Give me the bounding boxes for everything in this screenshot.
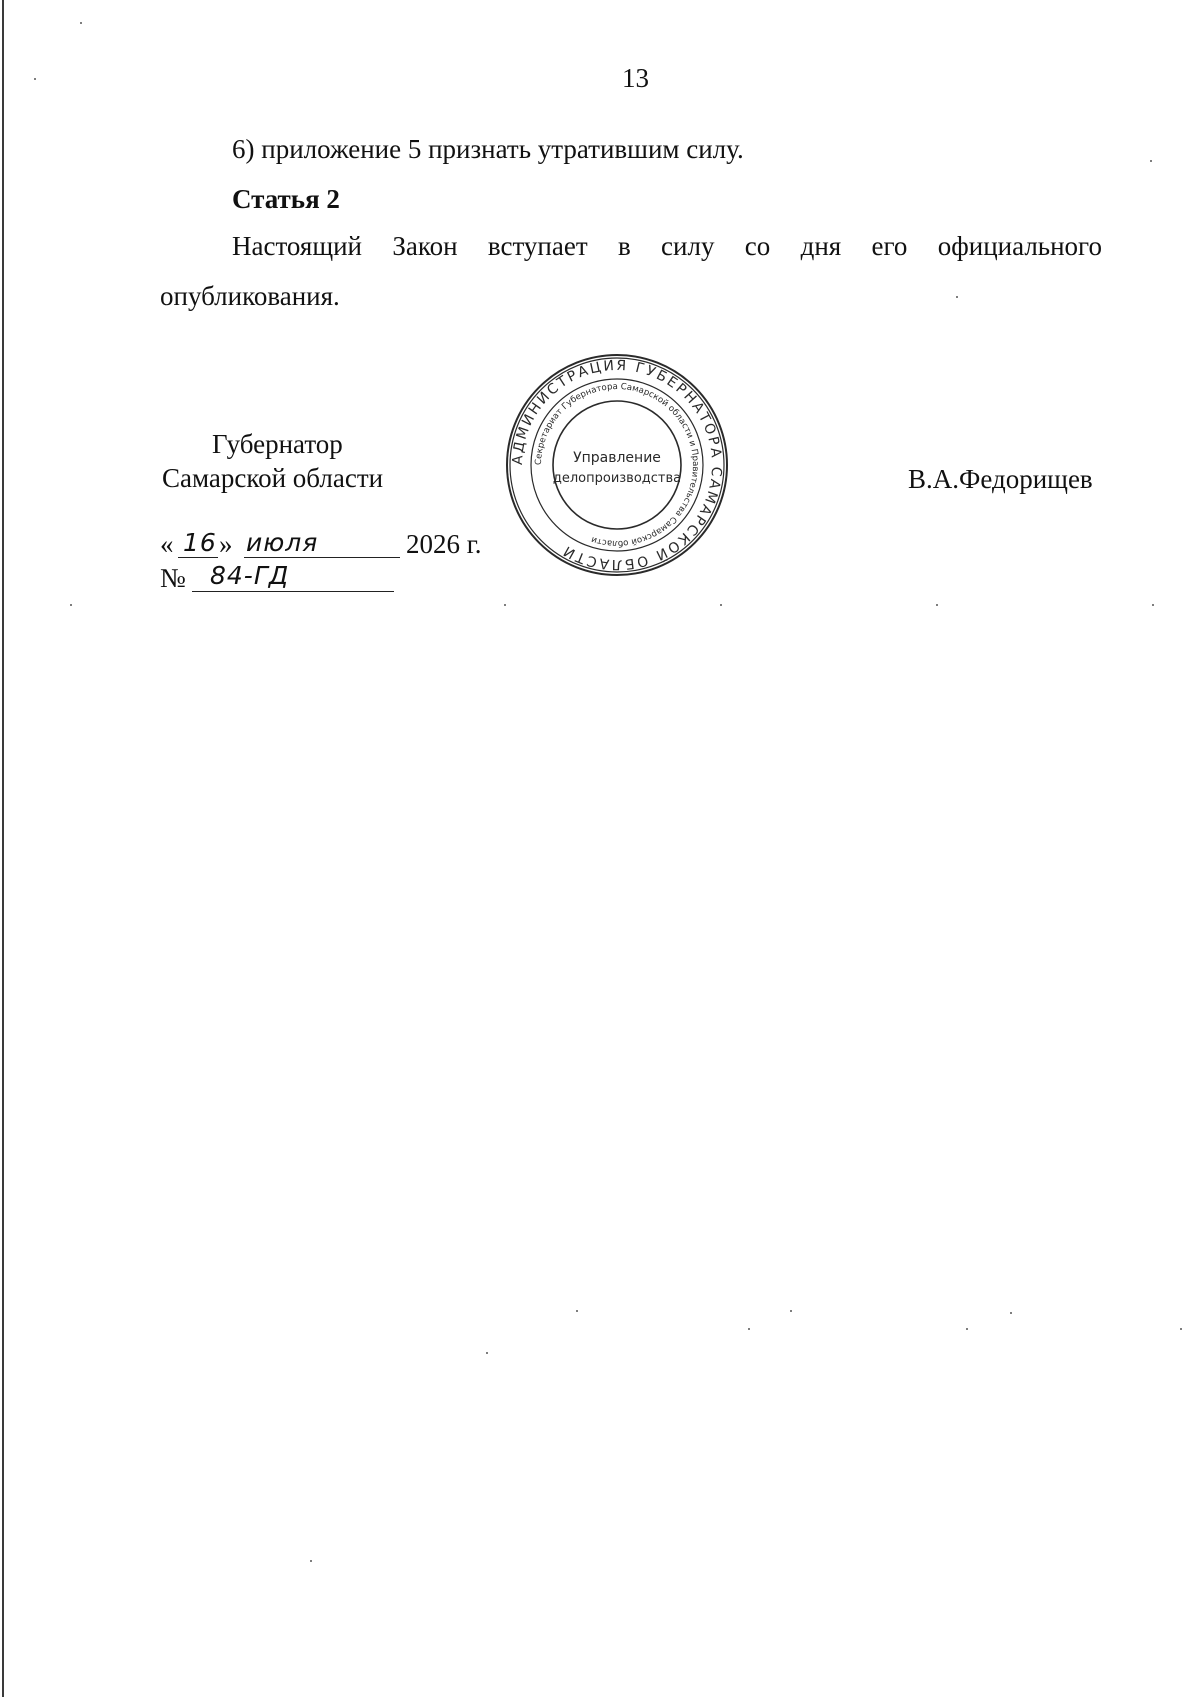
article-word: официального [937,231,1102,261]
signatory-position-line1: Губернатор [212,429,343,459]
article-word: Закон [392,231,458,261]
stamp-outer-text: АДМИНИСТРАЦИЯ ГУБЕРНАТОРА САМАРСКОЙ ОБЛАСТИ [509,357,725,573]
scan-speck [34,78,36,80]
scan-speck [720,604,722,606]
scan-speck [70,604,72,606]
date-month-handwritten: июля [246,528,319,557]
signatory-name: В.А.Федорищев [908,464,1093,494]
date-day-handwritten: 16 [183,528,217,557]
article-text-line2: опубликования. [160,281,340,311]
scan-speck [1152,604,1154,606]
stamp-center-line1: Управление [573,450,661,466]
scan-speck [790,1310,792,1312]
scan-speck [80,22,82,24]
scan-speck [486,1352,488,1354]
stamp-middle-text: Секретариат Губернатора Самарской области и Правительства Самарской области [533,381,701,549]
scan-speck [966,1328,968,1330]
date-close-quote: » [219,529,233,559]
scan-speck [310,1560,312,1562]
scan-speck [956,296,958,298]
article-word: в [617,231,631,261]
official-stamp [504,352,730,578]
signatory-position-line2: Самарской области [162,463,384,493]
article-word: его [871,231,908,261]
scan-speck [1150,160,1152,162]
article-text-line1 [232,230,1102,262]
date-day-underline [178,557,218,558]
stamp-center-line2: делопроизводства [552,471,682,486]
scan-speck [748,1328,750,1330]
scan-edge [2,0,4,1697]
date-year: 2026 г. [406,529,482,559]
date-month-underline [244,557,400,558]
article-heading: Статья 2 [232,184,340,214]
scan-speck [576,1310,578,1312]
article-word: силу [661,231,715,261]
date-open-quote: « [160,529,174,559]
number-symbol: № [160,563,186,593]
page-number: 13 [622,63,649,93]
article-word: со [744,231,771,261]
article-word: дня [800,231,842,261]
article-word: Настоящий [232,231,363,261]
scan-speck [1180,1328,1182,1330]
scan-speck [1010,1312,1012,1314]
item-6-text: 6) приложение 5 признать утратившим силу. [232,134,744,164]
scan-speck [936,604,938,606]
number-underline [192,591,394,592]
scan-speck [504,604,506,606]
number-handwritten: 84-ГД [210,561,290,590]
article-word: вступает [487,231,588,261]
